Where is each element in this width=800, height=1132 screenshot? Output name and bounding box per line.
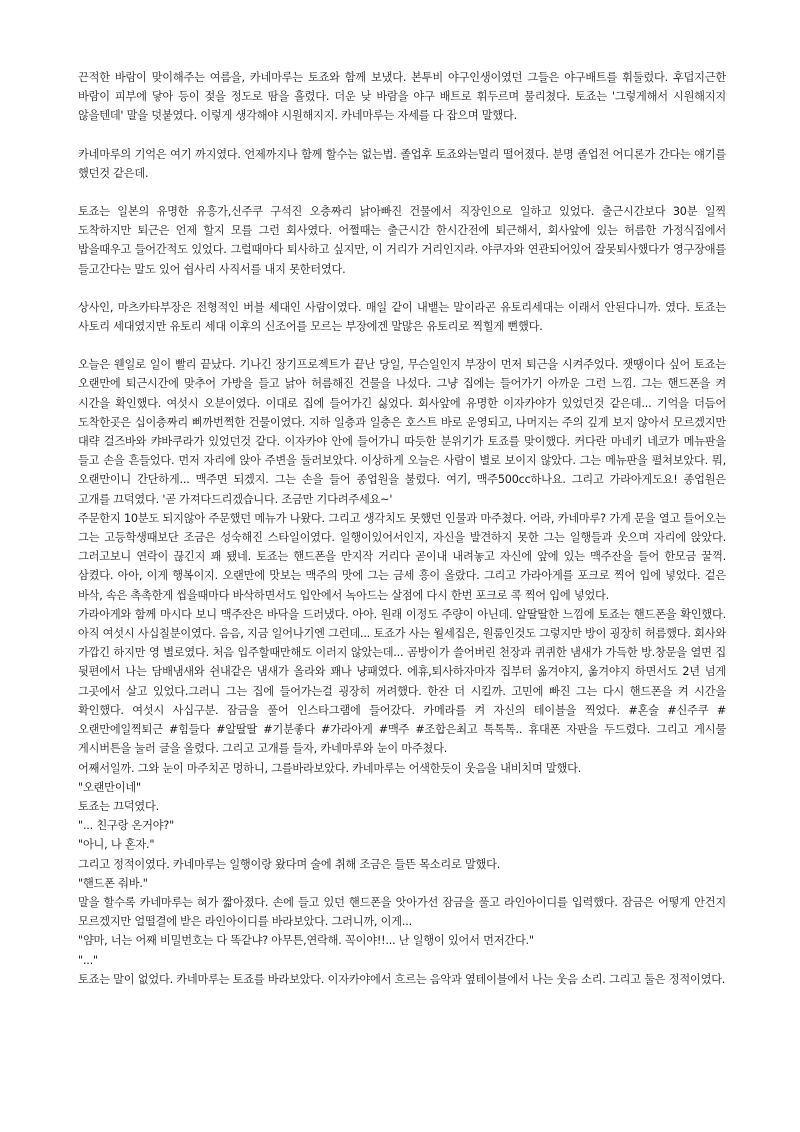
story-body [78,68,726,989]
dialogue-line: "아니, 나 혼자." [78,838,155,852]
paragraph-eye-contact: 어째서일까. 그와 눈이 마주치곤 멍하니, 그를바라보았다. 카네마루는 어색한듯이 웃음을 내비치며 말했다. [78,761,582,775]
paragraph-meeting-kanemaru: 주문한지 10분도 되지않아 주문했던 메뉴가 나왔다. 그리고 생각치도 못했던 인물과 마주쳤다. 어라, 카네마루? 가게 문을 열고 들어오는 그는 고등학생때보단 조금은 성숙해진 스타일이였다. 일행이있어서인지, 자신을 발견하지 못한 그는 일행들과 웃으며 자리에 앉았다. 그러고보니 연락이 끊긴지 꽤 됐네. 토죠는 핸드폰을 만지작 거리다 곧이내 내려놓고 자신에 앞에 있는 맥주잔을 들어 한모금 꿀꺽. 삼켰다. 아아, 이게 행복이지. 오랜만에 맛보는 맥주의 맛에 그는 금세 흥이 올랐다. 그리고 가라아게를 포크로 찍어 입에 넣었다. 겉은 바삭, 속은 촉촉한게 씹을때마다 바삭하면서도 입안에서 녹아드는 살점에 다시 한번 포크로 콕 찍어 입에 넣었다. [78,511,726,602]
dialogue-line: "얌마, 너는 어째 비밀번호는 다 똑같냐? 아무튼,연락해. 꼭이야!!... 난 일행이 있어서 먼저간다." [78,934,534,948]
dialogue-line: 토죠는 끄덕였다. [78,799,159,813]
paragraph-apartment: 가라아게와 함께 마시다 보니 맥주잔은 바닥을 드러냈다. 아아. 원래 이정도 주량이 아닌데. 알딸딸한 느낌에 토죠는 핸드폰을 확인했다. 아직 여섯시 사십칠분이였다. 음음, 지금 일어나기엔 그런데... 토죠가 사는 월세집은, 원룸인것도 그렇지만 방이 굉장히 허름했다. 회사와 가깝긴 하지만 영 별로였다. 처음 입주할때만해도 이러지 않았는데... 곰방이가 쓸어버린 천장과 퀴퀴한 냄새가 가득한 방.창문을 열면 집 뒷편에서 나는 담배냄새와 쉰내같은 냄새가 올라와 꽤나 냥패였다. 에휴,퇴사하자마자 집부터 옮겨야지, 옮겨야지 하면서도 2년 넘게 그곳에서 살고 있었다.그러니 그는 집에 들어가는걸 굉장히 꺼려했다. 한잔 더 시킬까. 고민에 빠진 그는 다시 핸드폰을 켜 시간을 확인했다. 여섯시 사십구분. 잠금을 풀어 인스타그램에 들어갔다. 카메라를 켜 자신의 테이블을 찍었다. #혼술 #신주쿠 #오랜만에일찍퇴근 #힘들다 #알딸딸 #기분좋다 #가라아게 #맥주 #조합은최고 톡톡톡.. 휴대폰 자판을 두드렸다. 그리고 게시물 게시버튼을 눌러 글을 올렸다. 그리고 고개를 들자, 카네마루와 눈이 마주쳤다. [78,607,726,756]
dialogue-line: "오랜만이네" [78,780,141,794]
dialogue-line: "... 친구랑 온거야?" [78,819,175,833]
dialogue-line: 그리고 정적이였다. 카네마루는 일행이랑 왔다며 술에 취해 조금은 들뜬 목소리로 말했다. [78,857,501,871]
paragraph-tojo-workplace: 토죠는 일본의 유명한 유흥가,신주쿠 구석진 오층짜리 낡아빠진 건물에서 직장인으로 일하고 있었다. 출근시간보다 30분 일찍 도착하지만 퇴근은 언제 할지 모를 그런 회사였다. 어쩔때는 출근시간 한시간전에 퇴근해서, 회사앞에 있는 허름한 가정식집에서 밥을때우고 들어간적도 있었다. 그럴때마다 퇴사하고 싶지만, 이 거리가 거리인지라. 야쿠자와 연관되어있어 잘못퇴사했다가 영구장애를 들고간다는 말도 있어 쉽사리 사직서를 내지 못한터였다. [78,205,726,276]
paragraph-line-id: 말을 할수록 카네마루는 혀가 짧아졌다. 손에 들고 있던 핸드폰을 앗아가선 잠금을 풀고 라인아이디를 입력했다. 잠금은 어떻게 안건지 모르겠지만 얼떨결에 받은 라인아이디를 바라보았다. 그러니까, 이게... [78,895,726,929]
dialogue-line: "..." [78,953,98,967]
paragraph-summer-memory: 끈적한 바람이 맞이해주는 여름을, 카네마루는 토죠와 함께 보냈다. 본투비 야구인생이였던 그들은 야구배트를 휘둘렀다. 후덥지근한 바람이 피부에 닿아 등이 젖을 정도로 땀을 흘렸다. 더운 낮 바람을 야구 배트로 휘두르며 물리쳤다. 토죠는 '그렇게해서 시원해지지 않을텐데' 말을 덧붙였다. 이렇게 생각해야 시원해지지. 카네마루는 자세를 다 잡으며 말했다. [78,71,726,123]
paragraph-izakaya: 오늘은 웬일로 일이 빨리 끝났다. 기나긴 장기프로젝트가 끝난 당일, 무슨일인지 부장이 먼저 퇴근을 시켜주었다. 잿땡이다 싶어 토죠는 오랜만에 퇴근시간에 맞추어 가방을 들고 낡아 허름해진 건물을 나섰다. 그냥 집에는 들어가기 아까운 그런 느낌. 그는 핸드폰을 켜 시간을 확인했다. 여섯시 오분이였다. 이대로 집에 들어가긴 싫었다. 회사앞에 유명한 이자카야가 있었던것 같은데... 기억을 더듬어 도착한곳은 십이층짜리 삐까번쩍한 건물이였다. 지하 일층과 일층은 호스트 바로 운영되고, 나머지는 주의 깊게 보지 않아서 모르겠지만 대략 걸즈바와 캬바쿠라가 있었던것 같다. 이자카야 안에 들어가니 따듯한 분위기가 토죠를 맞이했다. 커다란 마네키 네코가 메뉴판을 들고 손을 흔들었다. 먼저 자리에 앉아 주변을 둘러보았다. 이상하게 오늘은 사람이 별로 보이지 않았다. 그는 메뉴판을 펼쳐보았다. 뭐, 오랜만이니 간단하게... 맥주면 되겠지. 그는 손을 들어 종업원을 불렀다. 여기, 맥주500cc하나요. 그리고 가라아게도요! 종업원은 고개를 끄덕였다. '곧 가져다드리겠습니다. 조금만 기다려주세요~' [78,358,726,506]
paragraph-ending: 토죠는 말이 없었다. 카네마루는 토죠를 바라보았다. 이자카야에서 흐르는 음악과 옆테이블에서 나는 웃음 소리. 그리고 둘은 정적이였다. [78,972,726,986]
paragraph-boss: 상사인, 마츠카타부장은 전형적인 버블 세대인 사람이였다. 매일 같이 내뱉는 말이라곤 유토리세대는 이래서 안된다니까. 였다. 토죠는 사토리 세대였지만 유토리 세대 이후의 신조어를 모르는 부장에겐 말많은 유토리로 찍힐게 뻔했다. [78,300,726,334]
paragraph-memory-end: 카네마루의 기억은 여기 까지였다. 언제까지나 함께 할수는 없는법. 졸업후 토죠와는멀리 떨어졌다. 분명 졸업전 어디론가 간다는 얘기를 했던것 같은데. [78,147,726,180]
dialogue-line: "핸드폰 줘바." [78,876,148,890]
